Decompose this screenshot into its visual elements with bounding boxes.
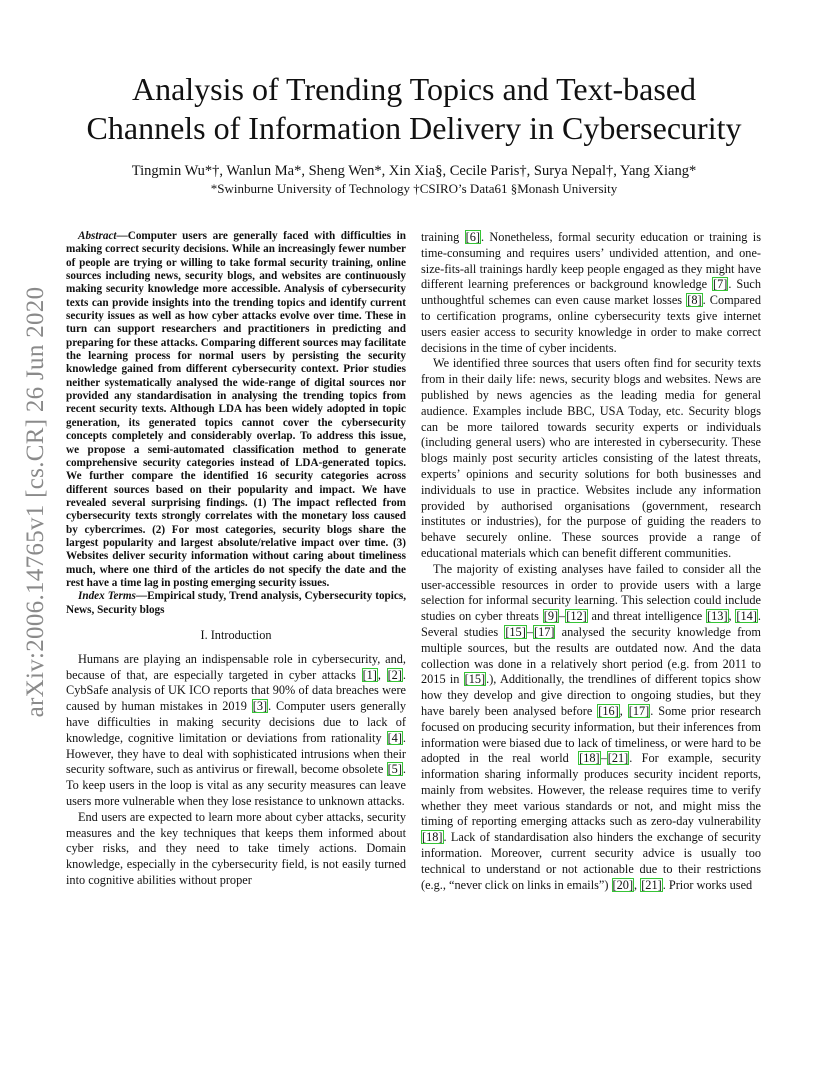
citation-link[interactable]: [12]	[566, 609, 587, 624]
paragraph-text: .), Additionally, the trendlines of different topics show how they develop and give direction to ongoing studies, but they have barely been analysed before	[421, 672, 761, 718]
author-list: Tingmin Wu*†, Wanlun Ma*, Sheng Wen*, Xin Xia§, Cecile Paris†, Surya Nepal†, Yang Xiang*	[131, 163, 697, 179]
left-column	[66, 230, 406, 889]
paragraph-text: . Lack of standardisation also hinders the exchange of security information. Moreover, current security advice is usually too technical to understand or not actionable due to their restrictions (e.g., “never click on links in emails”)	[421, 830, 761, 892]
abstract-text: —Computer users are generally faced with difficulties in making correct security decisions. While an increasingly fewer number of people are trying or willing to take formal security training, online sources including news, security blogs, and websites are continuously making security knowledge more accessible. Analysis of cybersecurity texts can provide insights into the trending topics and identify current security issues as well as how cyber attacks evolve over time. These in turn can support researchers and practitioners in predicting and preparing for these attacks. Comparing different sources may facilitate the learning process for normal users by persisting the security knowledge gained from different cybersecurity context. Prior studies neither systematically analysed the wide-range of digital sources nor provided any standardisation in analysing the trending topics from recent security texts. Although LDA has been widely adopted in topic generation, its generated topics cannot cover the cybersecurity concepts completely and considerably overlap. To address this issue, we propose a semi-automated classification method to generate comprehensive security categories instead of LDA-generated topics. We further compare the identified 16 security categories across different sources based on their popularity and impact. We have revealed several surprising findings. (1) The impact reflected from cybersecurity texts strongly correlates with the monetary loss caused by cybercrimes. (2) For most categories, security blogs share the largest popularity and largest absolute/relative impact over time. (3) Websites deliver security information without caring about timeliness much, where one third of the articles do not specify the date and the rest have a time lag in posting emerging security issues.	[66, 230, 406, 589]
paragraph-text: Humans are playing an indispensable role in cybersecurity, and, because of that, are especially targeted in cyber attacks	[66, 651, 406, 682]
body-paragraph	[421, 230, 761, 356]
paragraph-text: . CybSafe analysis of UK ICO reports that 90% of data breaches were caused by human mistakes in 2019	[66, 667, 406, 714]
citation-link[interactable]: [4]	[387, 730, 402, 745]
paragraph-text: –	[526, 624, 533, 639]
citation-link[interactable]: [3]	[252, 699, 268, 714]
paragraph-text: ,	[377, 667, 387, 682]
citation-link[interactable]: [15]	[505, 624, 526, 639]
title-line-1: Analysis of Trending Topics and Text-based	[131, 71, 697, 107]
citation-link[interactable]: [21]	[641, 877, 662, 892]
paragraph-text: We identified three sources that users often find for security texts from in their daily life: news, security blogs and websites. News are published by news agencies as the leading media for general audience. Examples include BBC, USA Today, etc. Security blogs can be more tailored towards security experts or individuals (including general users) who are interested in cybersecurity. These blogs mainly post security articles consisting of the latest threats, experts’ opinions and security solutions for both businesses and individuals to use in practice. Websites include any information provided by authorised organisations (government, research institutes or industries), for the purpose of guiding the readers to behave securely online. These sources provide a range of educational materials which can benefit different communities.	[421, 356, 761, 560]
paragraph-text: training	[421, 230, 465, 244]
paragraph-text: . Compared to certification programs, online cybersecurity texts give internet users easier access to security knowledge in order to make correct decisions in the time of cyber incidents.	[421, 293, 761, 355]
paragraph-text: . However, they have to deal with sophisticated intrusions when their security software, such as antivirus or firewall, become obsolete	[66, 730, 406, 777]
citation-link[interactable]: [5]	[387, 762, 402, 777]
arxiv-watermark	[18, 262, 54, 742]
paragraph-text: The majority of existing analyses have failed to consider all the user-accessible resources in order to provide users with a large selection for informal security learning. This selection could include studies on cyber threats	[421, 561, 761, 624]
citation-link[interactable]: [8]	[687, 293, 702, 308]
paragraph-text: –	[559, 609, 566, 624]
paper-title	[60, 70, 768, 148]
right-column	[421, 230, 761, 893]
index-terms-text: —Empirical study, Trend analysis, Cybersecurity topics, News, Security blogs	[66, 590, 406, 616]
body-paragraph	[421, 562, 761, 894]
body-paragraph	[421, 356, 761, 561]
right-body-text	[421, 230, 761, 893]
paragraph-text: . Several studies	[421, 609, 761, 639]
paragraph-text: . Prior works used	[662, 877, 753, 892]
citation-link[interactable]: [15]	[464, 672, 486, 687]
paragraph-text: –	[600, 751, 607, 766]
body-paragraph	[66, 810, 406, 889]
abstract-label: Abstract	[78, 230, 117, 242]
paragraph-text: ,	[619, 703, 628, 718]
paragraph-text: End users are expected to learn more about cyber attacks, security measures and the key techniques that keeps them informed about cyber risks, and they need to take timely actions. Domain knowledge, especially in the cybersecurity field, is not easily turned into cognitive abilities without proper	[66, 809, 406, 887]
paragraph-text: . Computer users generally have difficulties in making security decisions due to lack of knowledge, cognitive limitation or deviations from rationality	[66, 699, 407, 745]
paragraph-text: ,	[634, 877, 641, 892]
paragraph-text: . Some prior research focused on producing security information, but their inferences from information were biased due to lack of timeliness, or were hard to be adopted in the real world	[421, 703, 761, 766]
left-body-text	[66, 652, 406, 889]
citation-link[interactable]: [16]	[598, 703, 619, 718]
paragraph-text: . For example, security information sharing informally produces security incident reports, mainly from websites. However, the release requires time to verify whether they meet various standards or not, and might miss the timing of reporting emerging attacks such as zero-day vulnerability	[421, 751, 761, 829]
citation-link[interactable]: [17]	[533, 624, 555, 639]
citation-link[interactable]: [21]	[607, 751, 629, 766]
citation-link[interactable]: [20]	[612, 877, 634, 892]
body-paragraph	[66, 652, 406, 810]
paragraph-text: . Such unthoughtful schemes can even cause market losses	[421, 277, 761, 308]
citation-link[interactable]: [2]	[387, 667, 402, 682]
affiliations: *Swinburne University of Technology †CSIRO’s Data61 §Monash University	[210, 181, 618, 196]
title-line-2: Channels of Information Delivery in Cybersecurity	[86, 110, 742, 146]
section-heading-introduction: I. Introduction	[200, 627, 272, 642]
arxiv-id: arXiv:2006.14765v1 [cs.CR] 26 Jun 2020	[22, 286, 49, 718]
paragraph-text: . To keep users in the loop is vital as any security measures can leave users more vulnerable when they lose resistance to unknown attacks.	[66, 762, 406, 808]
paragraph-text: . Nonetheless, formal security education or training is time-consuming and requires users’ undivided attention, and one-size-fits-all trainings hardly keep people engaged as they might have different learning preferences or background knowledge	[421, 230, 762, 292]
index-terms-label: Index Terms	[78, 590, 136, 603]
citation-link[interactable]: [18]	[422, 830, 443, 845]
paragraph-text: analysed the security knowledge from multiple sources, but the results are outdated now. And the data collection was done in a relatively short period (e.g. from 2011 to 2015 in	[421, 624, 761, 687]
citation-link[interactable]: [7]	[713, 277, 728, 292]
index-terms	[66, 590, 406, 617]
citation-link[interactable]: [13]	[707, 609, 728, 624]
citation-link[interactable]: [14]	[736, 609, 757, 624]
citation-link[interactable]: [1]	[362, 667, 377, 682]
citation-link[interactable]: [9]	[543, 609, 559, 624]
citation-link[interactable]: [18]	[579, 751, 600, 766]
citation-link[interactable]: [17]	[628, 703, 650, 718]
abstract	[66, 230, 406, 590]
citation-link[interactable]: [6]	[465, 230, 480, 244]
paragraph-text: and threat intelligence	[587, 609, 707, 624]
paragraph-text: ,	[728, 609, 736, 624]
